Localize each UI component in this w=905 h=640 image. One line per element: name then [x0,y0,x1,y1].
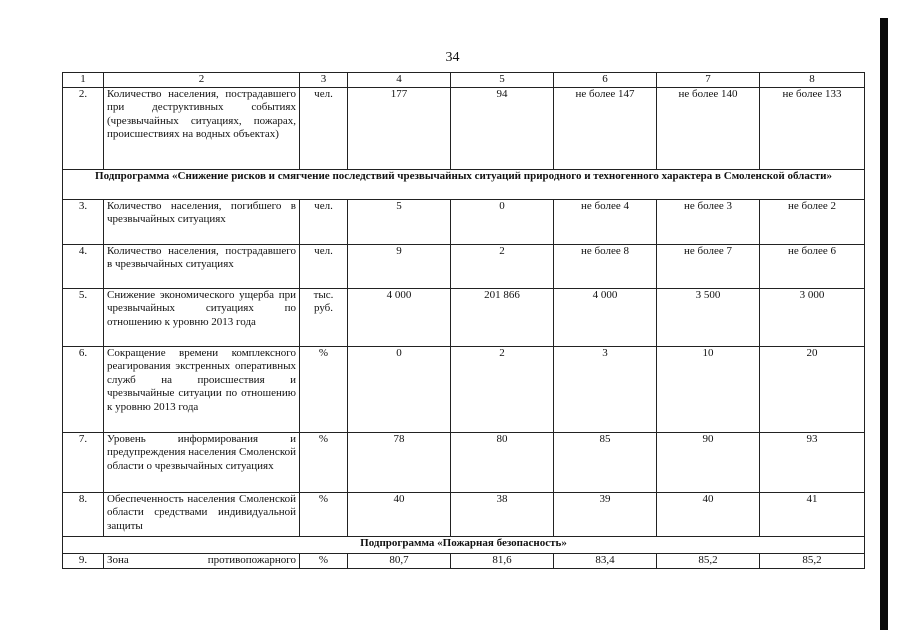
value-cell: 80,7 [348,553,451,568]
unit-cell: тыс. руб. [300,288,348,346]
value-cell: 3 500 [657,288,760,346]
indicator-name: Количество населения, погибшего в чрезвычайных ситуациях [104,199,300,244]
header-cell: 8 [760,73,865,88]
value-cell: 90 [657,432,760,492]
value-cell: 85 [554,432,657,492]
value-cell: не более 133 [760,87,865,169]
value-cell: 40 [348,492,451,536]
value-cell: 201 866 [451,288,554,346]
row-number: 3. [63,199,104,244]
scan-edge-bar [880,18,888,630]
value-cell: 0 [451,199,554,244]
value-cell: 0 [348,346,451,432]
value-cell: 10 [657,346,760,432]
value-cell: 41 [760,492,865,536]
value-cell: 39 [554,492,657,536]
unit-cell: чел. [300,199,348,244]
value-cell: не более 8 [554,244,657,288]
table-row [63,492,865,536]
row-number: 2. [63,87,104,169]
indicator-name: Сокращение времени комплексного реагирования экстренных оперативных служб на происшествия и чрезвычайные ситуации по отношению к уровню 2013 года [104,346,300,432]
section-title: Подпрограмма «Снижение рисков и смягчение последствий чрезвычайных ситуаций природного и техногенного характера в Смоленской области» [63,169,865,199]
value-cell: 5 [348,199,451,244]
value-cell: 94 [451,87,554,169]
indicator-name: Количество населения, пострадавшего при деструктивных событиях (чрезвычайных ситуациях, пожарах, происшествиях на водных объектах) [104,87,300,169]
indicator-name: Количество населения, пострадавшего в чрезвычайных ситуациях [104,244,300,288]
value-cell: 40 [657,492,760,536]
indicator-name: Снижение экономического ущерба при чрезвычайных ситуациях по отношению к уровню 2013 года [104,288,300,346]
row-number: 8. [63,492,104,536]
row-number: 7. [63,432,104,492]
section-row [63,169,865,199]
section-title: Подпрограмма «Пожарная безопасность» [63,536,865,553]
page-number: 34 [445,50,460,65]
value-cell: 20 [760,346,865,432]
row-number: 4. [63,244,104,288]
indicator-name: Зона противопожарного [104,553,300,568]
row-number: 5. [63,288,104,346]
value-cell: не более 147 [554,87,657,169]
header-cell: 2 [104,73,300,88]
value-cell: 2 [451,346,554,432]
header-row [63,73,865,88]
table-row [63,244,865,288]
table-row [63,553,865,568]
value-cell: 85,2 [760,553,865,568]
unit-cell: чел. [300,87,348,169]
row-number: 9. [63,553,104,568]
indicators-table [62,72,865,569]
table-row [63,432,865,492]
table-row [63,346,865,432]
value-cell: 85,2 [657,553,760,568]
value-cell: 3 000 [760,288,865,346]
value-cell: 9 [348,244,451,288]
value-cell: 83,4 [554,553,657,568]
value-cell: 80 [451,432,554,492]
table-row [63,199,865,244]
value-cell: 78 [348,432,451,492]
value-cell: 93 [760,432,865,492]
unit-cell: % [300,492,348,536]
unit-cell: % [300,553,348,568]
header-cell: 1 [63,73,104,88]
value-cell: 3 [554,346,657,432]
unit-cell: % [300,432,348,492]
indicator-name: Уровень информирования и предупреждения населения Смоленской области о чрезвычайных ситуациях [104,432,300,492]
unit-cell: чел. [300,244,348,288]
value-cell: 2 [451,244,554,288]
header-cell: 6 [554,73,657,88]
table-row [63,288,865,346]
header-cell: 3 [300,73,348,88]
section-row [63,536,865,553]
value-cell: не более 3 [657,199,760,244]
value-cell: не более 2 [760,199,865,244]
value-cell: не более 140 [657,87,760,169]
header-cell: 4 [348,73,451,88]
value-cell: 4 000 [554,288,657,346]
unit-cell: % [300,346,348,432]
value-cell: не более 7 [657,244,760,288]
value-cell: не более 4 [554,199,657,244]
value-cell: 177 [348,87,451,169]
table-row [63,87,865,169]
header-cell: 7 [657,73,760,88]
indicator-name: Обеспеченность населения Смоленской области средствами индивидуальной защиты [104,492,300,536]
row-number: 6. [63,346,104,432]
value-cell: 81,6 [451,553,554,568]
value-cell: не более 6 [760,244,865,288]
value-cell: 38 [451,492,554,536]
header-cell: 5 [451,73,554,88]
value-cell: 4 000 [348,288,451,346]
